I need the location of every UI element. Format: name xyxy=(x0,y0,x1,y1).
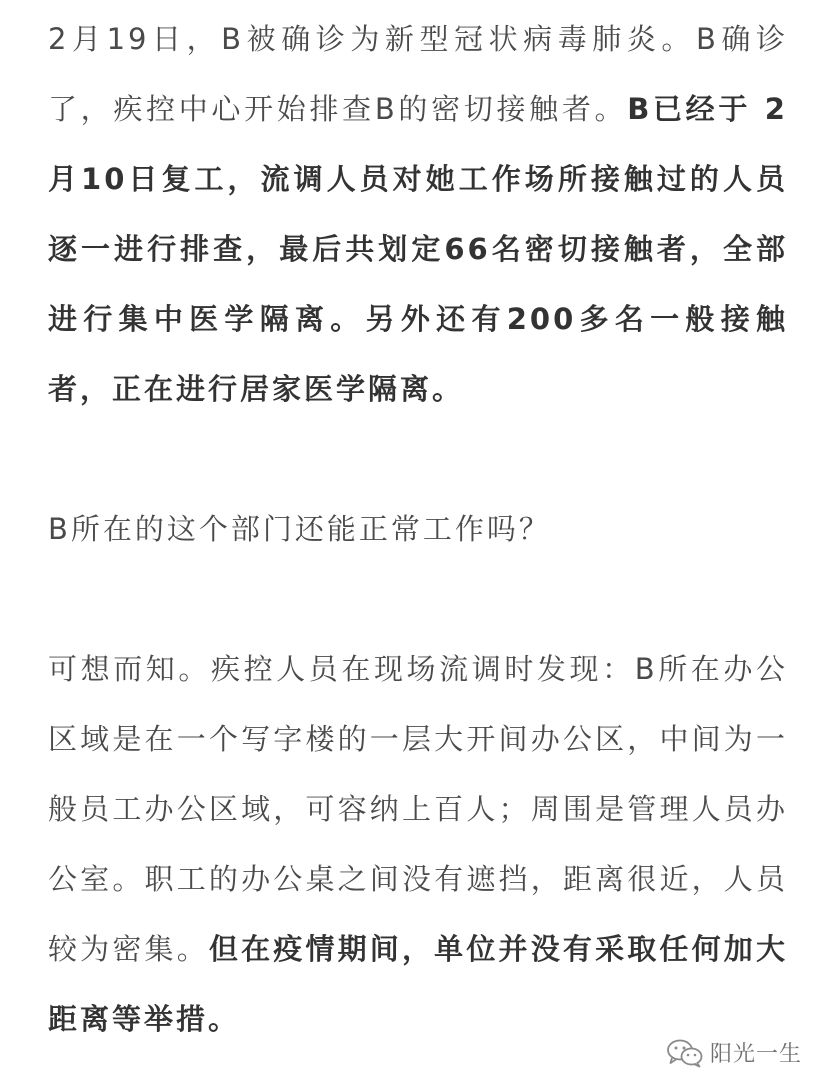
paragraph-spacer xyxy=(48,424,788,494)
paragraph-2 xyxy=(48,494,788,564)
paragraph-spacer xyxy=(48,564,788,634)
account-watermark xyxy=(666,1037,802,1068)
article-body xyxy=(48,4,788,1054)
paragraph-2-text: B所在的这个部门还能正常工作吗？ xyxy=(48,512,551,546)
paragraph-3-bold-text: 但在疫情期间，单位并没有采取任何加大距离等举措。 xyxy=(48,932,788,1036)
paragraph-1-bold-text: B已经于 2月10日复工，流调人员对她工作场所接触过的人员逐一进行排查，最后共划定66名密切接触者，全部进行集中医学隔离。另外还有200多名一般接触者，正在进行居家医学隔离。 xyxy=(48,92,788,406)
watermark-label: 阳光一生 xyxy=(709,1042,802,1067)
paragraph-3 xyxy=(48,634,788,1054)
paragraph-1-text: 2月19日，B被确诊为新型冠状病毒肺炎。B确诊了，疾控中心开始排查B的密切接触者。 xyxy=(48,22,788,126)
paragraph-1 xyxy=(48,4,788,424)
paragraph-3-text: 可想而知。疾控人员在现场流调时发现：B所在办公区域是在一个写字楼的一层大开间办公区，中间为一般员工办公区域，可容纳上百人；周围是管理人员办公室。职工的办公桌之间没有遮挡，距离很近，人员较为密集。 xyxy=(48,652,788,966)
wechat-icon xyxy=(666,1038,704,1068)
